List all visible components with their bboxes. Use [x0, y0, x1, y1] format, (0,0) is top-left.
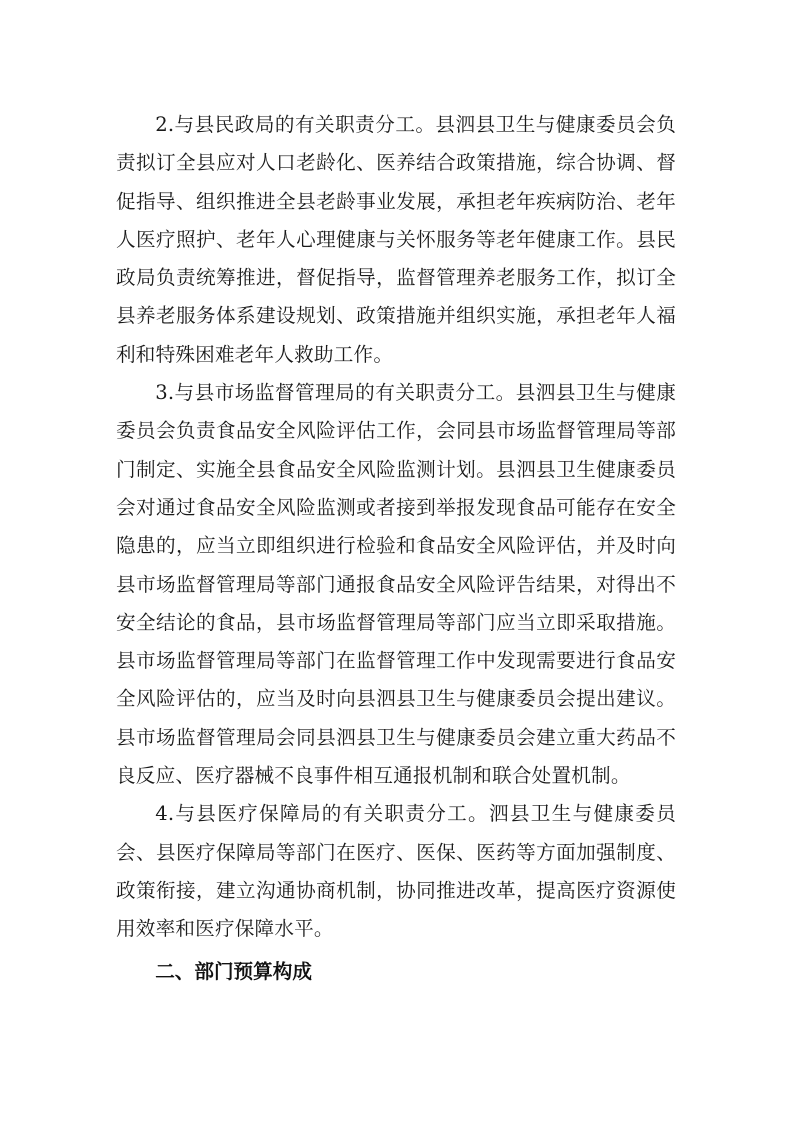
paragraph-medical-security: 4.与县医疗保障局的有关职责分工。泗县卫生与健康委员会、县医疗保障局等部门在医疗、医保、医药等方面加强制度、政策衔接，建立沟通协商机制，协同推进改革，提高医疗资源使用效率和医疗保障水平。	[116, 802, 676, 941]
document-body	[116, 106, 676, 991]
section-heading: 二、部门预算构成	[155, 959, 312, 983]
paragraph-civil-affairs: 2.与县民政局的有关职责分工。县泗县卫生与健康委员会负责拟订全县应对人口老龄化、医养结合政策措施，综合协调、督促指导、组织推进全县老龄事业发展，承担老年疾病防治、老年人医疗照护、老年人心理健康与关怀服务等老年健康工作。县民政局负责统筹推进，督促指导，监督管理养老服务工作，拟订全县养老服务体系建设规划、政策措施并组织实施，承担老年人福利和特殊困难老年人救助工作。	[116, 113, 676, 366]
paragraph-market-supervision: 3.与县市场监督管理局的有关职责分工。县泗县卫生与健康委员会负责食品安全风险评估工作，会同县市场监督管理局等部门制定、实施全县食品安全风险监测计划。县泗县卫生健康委员会对通过食品安全风险监测或者接到举报发现食品可能存在安全隐患的，应当立即组织进行检验和食品安全风险评估，并及时向县市场监督管理局等部门通报食品安全风险评告结果，对得出不安全结论的食品，县市场监督管理局等部门应当立即采取措施。县市场监督管理局等部门在监督管理工作中发现需要进行食品安全风险评估的，应当及时向县泗县卫生与健康委员会提出建议。县市场监督管理局会同县泗县卫生与健康委员会建立重大药品不良反应、医疗器械不良事件相互通报机制和联合处置机制。	[116, 381, 676, 788]
